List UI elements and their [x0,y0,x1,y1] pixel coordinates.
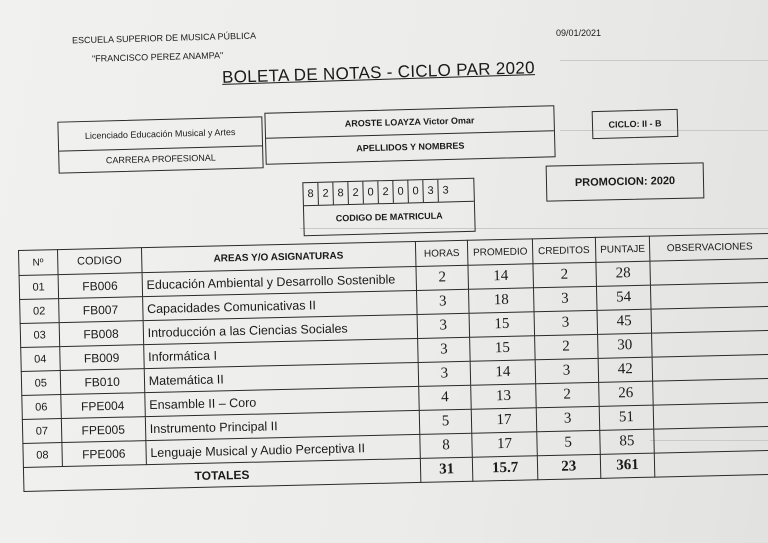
header-code: CODIGO [57,248,142,275]
row-subject: Matemática II [144,362,418,392]
row-credits: 2 [534,334,597,359]
row-average: 18 [469,288,534,313]
totals-label: TOTALES [23,458,420,491]
document-date: 09/01/2021 [556,28,602,38]
row-notes [651,306,768,333]
document-title: BOLETA DE NOTAS - CICLO PAR 2020 [221,58,536,87]
totals-score: 361 [600,453,655,478]
totals-hours: 31 [420,457,473,482]
row-credits: 2 [535,382,598,407]
row-average: 14 [471,360,536,385]
row-subject: Lenguaje Musical y Audio Perceptiva II [146,434,420,464]
header-credits: CREDITOS [532,237,595,263]
row-code: FPE004 [60,393,145,419]
row-score: 30 [597,333,652,358]
student-name-label: APELLIDOS Y NOMBRES [356,140,465,154]
row-nro: 08 [23,443,62,468]
row-notes [652,354,768,381]
row-average: 14 [468,264,533,289]
row-hours: 8 [419,433,472,458]
row-code: FPE006 [61,441,146,467]
enrollment-digit: 2 [348,182,364,204]
career-value: Licenciado Educación Musical y Artes [58,117,262,151]
bleed-through-line [560,60,768,61]
header-average: PROMEDIO [468,239,533,265]
grades-table [18,233,768,492]
row-notes [652,330,768,357]
row-subject: Instrumento Principal II [145,410,419,440]
row-nro: 05 [21,371,60,396]
header-score: PUNTAJE [595,236,650,262]
enrollment-digit: 8 [303,183,319,205]
row-nro: 07 [22,419,61,444]
row-subject: Capacidades Comunicativas II [142,290,416,320]
row-nro: 01 [19,275,58,300]
row-hours: 5 [419,409,472,434]
row-credits: 3 [536,406,599,431]
row-notes [653,402,768,429]
row-score: 54 [596,285,651,310]
row-score: 28 [596,261,651,286]
row-nro: 02 [20,299,59,324]
enrollment-box [302,178,475,236]
row-code: FB010 [60,369,145,395]
row-hours: 3 [417,337,470,362]
totals-average: 15.7 [473,456,538,481]
student-name: AROSTE LOAYZA Victor Omar [265,106,554,139]
row-notes [653,378,768,405]
enrollment-digit: 0 [408,180,424,202]
row-credits: 5 [537,430,600,455]
enrollment-label: CODIGO DE MATRICULA [335,210,443,224]
totals-notes [655,450,768,477]
row-score: 42 [598,357,653,382]
school-name: ESCUELA SUPERIOR DE MUSICA PÚBLICA [71,30,257,46]
school-subtitle: "FRANCISCO PEREZ ANAMPA" [91,50,224,64]
student-box [264,105,555,165]
header-subject: AREAS Y/O ASIGNATURAS [141,241,415,272]
header-nro: Nº [19,250,58,276]
row-nro: 06 [22,395,61,420]
row-credits: 3 [535,358,598,383]
row-average: 15 [469,312,534,337]
row-score: 45 [597,309,652,334]
row-notes [654,426,768,453]
row-code: FB006 [58,273,143,299]
enrollment-digit: 3 [423,180,439,202]
career-label: CARRERA PROFESIONAL [105,152,216,166]
row-subject: Educación Ambiental y Desarrollo Sostenible [142,266,416,296]
career-box [57,116,263,173]
enrollment-digit: 8 [333,182,349,204]
row-hours: 3 [416,289,469,314]
row-credits: 3 [534,310,597,335]
row-code: FB008 [59,321,144,347]
header-notes: OBSERVACIONES [650,233,768,261]
cycle-badge: CICLO: II - B [592,109,679,139]
row-average: 13 [471,384,536,409]
row-hours: 4 [418,385,471,410]
header-hours: HORAS [415,240,468,266]
row-average: 17 [472,432,537,457]
row-score: 85 [599,429,654,454]
row-code: FPE005 [61,417,146,443]
enrollment-digit: 2 [378,181,394,203]
row-credits: 2 [533,262,596,287]
row-hours: 3 [418,361,471,386]
row-score: 51 [599,405,654,430]
row-subject: Informática I [143,338,417,368]
row-notes [650,258,768,285]
row-credits: 3 [533,286,596,311]
row-score: 26 [598,381,653,406]
row-average: 17 [472,408,537,433]
enrollment-digit: 2 [318,182,334,204]
row-subject: Ensamble II – Coro [145,386,419,416]
enrollment-digit: 0 [393,180,409,202]
row-nro: 04 [21,347,60,372]
row-notes [651,282,768,309]
row-subject: Introducción a las Ciencias Sociales [143,314,417,344]
promotion-badge: PROMOCION: 2020 [546,162,705,201]
row-hours: 3 [417,313,470,338]
enrollment-digit: 3 [442,184,449,197]
row-nro: 03 [20,323,59,348]
totals-credits: 23 [537,454,600,479]
row-hours: 2 [416,265,469,290]
enrollment-digit: 0 [363,181,379,203]
row-code: FB007 [58,297,143,323]
row-average: 15 [470,336,535,361]
row-code: FB009 [59,345,144,371]
